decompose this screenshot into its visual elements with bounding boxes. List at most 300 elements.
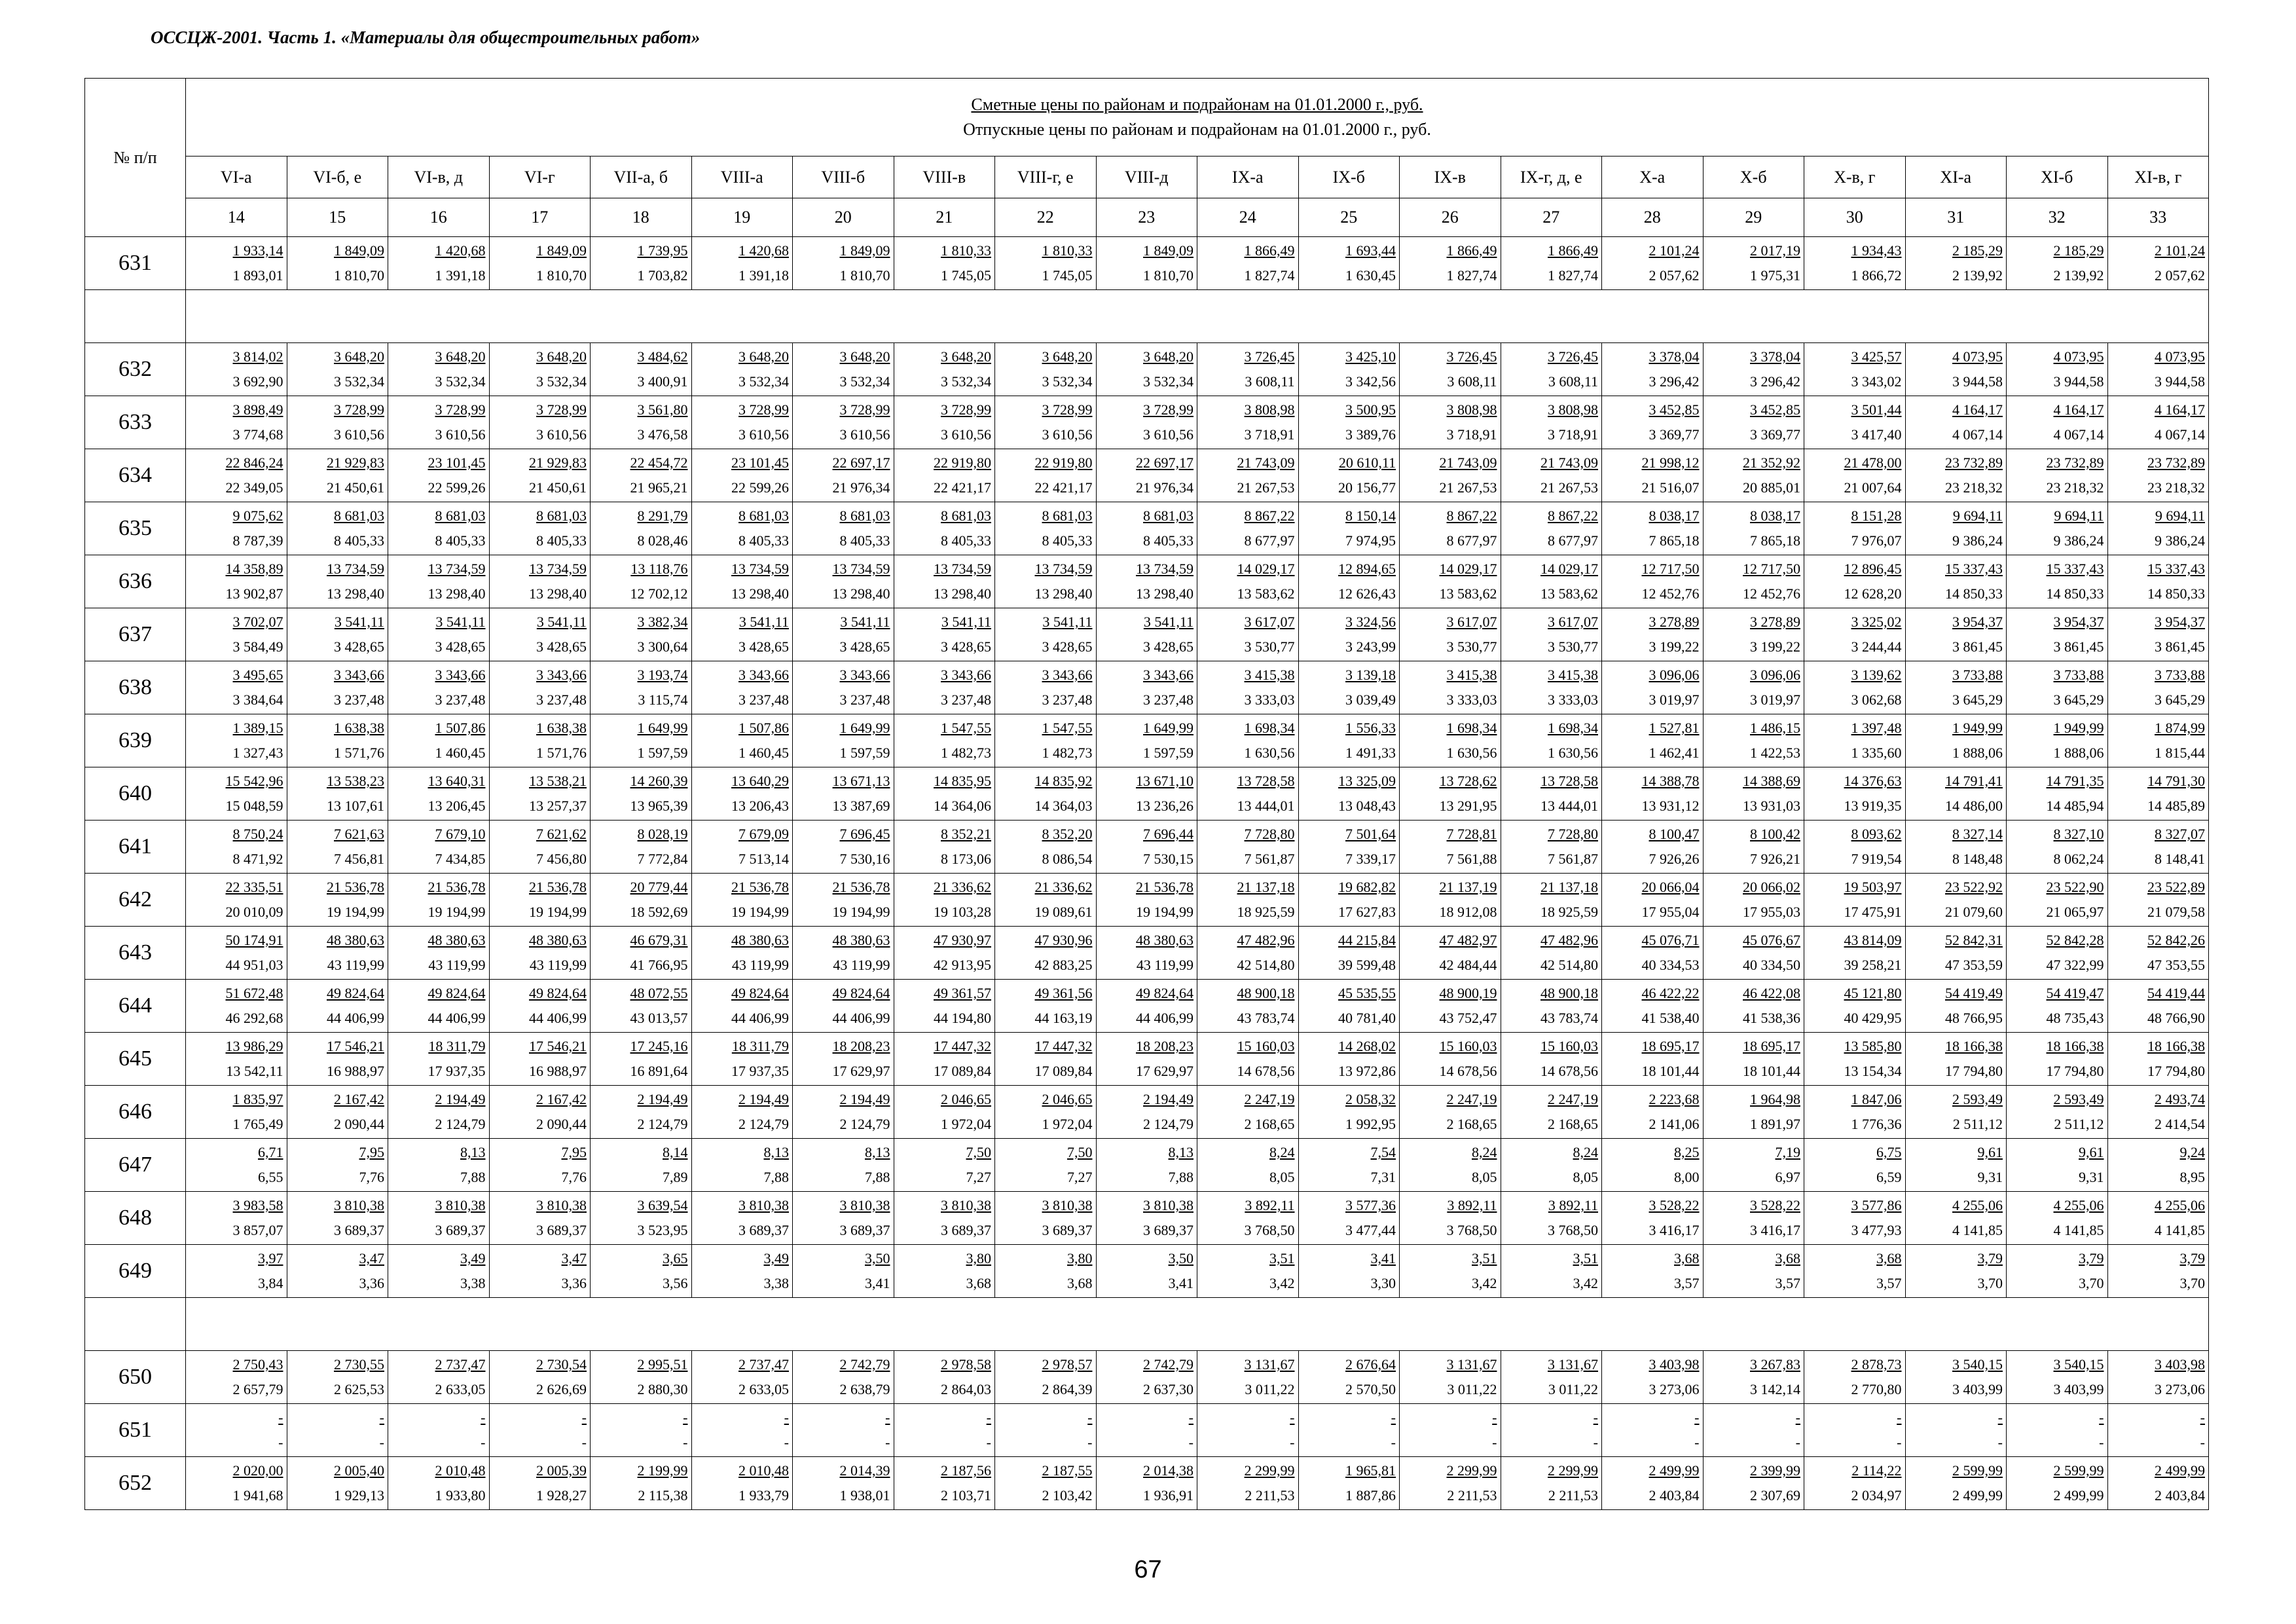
price-cell — [489, 1139, 591, 1192]
release-price: 43 013,57 — [630, 1010, 688, 1026]
estimated-price: 2 187,56 — [941, 1462, 991, 1479]
release-price: 9,31 — [2079, 1169, 2104, 1185]
price-cell — [1703, 1457, 1804, 1510]
release-price: 13 931,12 — [1641, 798, 1700, 814]
district-header: VIII-г, е — [995, 157, 1097, 198]
release-price: 14 850,33 — [2147, 585, 2205, 602]
release-price: 23 218,32 — [2147, 479, 2205, 496]
estimated-price: 8 327,14 — [1952, 826, 2003, 842]
release-price: 7 976,07 — [1851, 532, 1902, 549]
price-cell — [691, 237, 793, 290]
release-price: 3 333,03 — [1244, 692, 1295, 708]
column-number: 16 — [388, 198, 490, 237]
estimated-price: 3,68 — [1876, 1250, 1902, 1266]
release-price: 1 827,74 — [1244, 267, 1295, 284]
release-price: 1 933,79 — [738, 1487, 789, 1504]
price-cell — [1096, 661, 1197, 714]
release-price: 13 107,61 — [327, 798, 384, 814]
estimated-price: - — [481, 1409, 486, 1426]
price-cell — [2107, 1245, 2209, 1298]
estimated-price: 51 672,48 — [225, 985, 283, 1001]
price-cell — [388, 396, 490, 449]
price-cell — [1804, 1033, 1906, 1086]
estimated-price: 48 380,63 — [327, 932, 384, 948]
release-price: 3,70 — [2179, 1275, 2205, 1291]
price-cell — [287, 343, 388, 396]
price-cell — [1501, 502, 1602, 555]
price-cell — [691, 608, 793, 661]
release-price: 21 267,53 — [1540, 479, 1598, 496]
row-number: 644 — [85, 980, 186, 1033]
price-cell — [489, 661, 591, 714]
estimated-price: 8 681,03 — [536, 507, 587, 524]
price-cell — [1197, 821, 1299, 874]
estimated-price: 18 208,23 — [832, 1038, 890, 1054]
release-price: 3 403,99 — [1952, 1381, 2003, 1397]
district-header: XI-б — [2007, 157, 2108, 198]
district-header: XI-а — [1905, 157, 2007, 198]
estimated-price: - — [278, 1409, 283, 1426]
release-price: - — [2099, 1434, 2104, 1450]
price-cell — [894, 1139, 995, 1192]
estimated-price: 18 311,79 — [731, 1038, 789, 1054]
estimated-price: 7,95 — [359, 1144, 384, 1160]
price-cell — [793, 449, 894, 502]
estimated-price: 1 965,81 — [1345, 1462, 1396, 1479]
release-price: 7 530,15 — [1143, 851, 1194, 867]
release-price: 43 119,99 — [1136, 957, 1194, 973]
price-cell — [894, 661, 995, 714]
price-cell — [995, 343, 1097, 396]
release-price: 47 353,59 — [1945, 957, 2003, 973]
price-cell — [1400, 821, 1501, 874]
estimated-price: 6,75 — [1876, 1144, 1902, 1160]
estimated-price: 46 422,22 — [1641, 985, 1700, 1001]
estimated-price: 7 621,63 — [334, 826, 384, 842]
estimated-price: 1 507,86 — [435, 720, 486, 736]
estimated-price: 2 247,19 — [1244, 1091, 1295, 1107]
price-cell — [894, 1086, 995, 1139]
price-cell — [995, 980, 1097, 1033]
price-cell — [186, 343, 287, 396]
price-cell — [489, 1351, 591, 1404]
release-price: 13 542,11 — [226, 1063, 283, 1079]
release-price: 2 770,80 — [1851, 1381, 1902, 1397]
price-cell — [287, 1245, 388, 1298]
release-price: 4 141,85 — [2155, 1222, 2205, 1238]
release-price: 44 194,80 — [934, 1010, 991, 1026]
release-price: 44 406,99 — [327, 1010, 384, 1026]
price-cell — [1804, 1245, 1906, 1298]
price-cell — [388, 1192, 490, 1245]
release-price: 2 211,53 — [1447, 1487, 1497, 1504]
release-price: 13 298,40 — [1136, 585, 1194, 602]
release-price: 3 296,42 — [1649, 373, 1700, 390]
estimated-price: 14 376,63 — [1844, 773, 1902, 789]
release-price: 3,41 — [865, 1275, 890, 1291]
estimated-price: 3 892,11 — [1447, 1197, 1497, 1213]
price-cell — [995, 1033, 1097, 1086]
estimated-price: 13 671,10 — [1136, 773, 1194, 789]
price-cell — [591, 767, 692, 821]
price-cell — [691, 1086, 793, 1139]
estimated-price: 2 599,99 — [1952, 1462, 2003, 1479]
price-cell — [287, 1139, 388, 1192]
price-cell — [1905, 1033, 2007, 1086]
estimated-price: 15 542,96 — [225, 773, 283, 789]
district-header: X-а — [1602, 157, 1704, 198]
price-cell — [2107, 714, 2209, 767]
estimated-price: 1 649,99 — [1143, 720, 1194, 736]
price-cell — [1804, 1139, 1906, 1192]
price-cell — [591, 343, 692, 396]
price-cell — [1804, 1404, 1906, 1457]
release-price: 13 298,40 — [1034, 585, 1093, 602]
estimated-price: 8 327,10 — [2053, 826, 2104, 842]
release-price: 1 745,05 — [1042, 267, 1093, 284]
release-price: 3 343,02 — [1851, 373, 1902, 390]
release-price: 8 062,24 — [2053, 851, 2104, 867]
release-price: 3 610,56 — [738, 426, 789, 443]
release-price: 8 405,33 — [1143, 532, 1194, 549]
release-price: 7 561,87 — [1548, 851, 1598, 867]
price-cell — [1096, 343, 1197, 396]
price-cell — [388, 927, 490, 980]
estimated-price: 1 949,99 — [1952, 720, 2003, 736]
price-cell — [793, 343, 894, 396]
release-price: 3 400,91 — [637, 373, 688, 390]
estimated-price: 3 648,20 — [536, 348, 587, 365]
estimated-price: 4 073,95 — [2155, 348, 2205, 365]
estimated-price: 2 167,42 — [536, 1091, 587, 1107]
estimated-price: 3 648,20 — [435, 348, 486, 365]
price-cell — [1197, 1245, 1299, 1298]
estimated-price: 3 617,07 — [1446, 614, 1497, 630]
price-cell — [287, 1033, 388, 1086]
release-price: 14 678,56 — [1237, 1063, 1295, 1079]
release-price: 3 243,99 — [1345, 638, 1396, 655]
estimated-price: 46 679,31 — [630, 932, 688, 948]
district-header: IX-б — [1298, 157, 1400, 198]
estimated-price: 1 486,15 — [1750, 720, 1800, 736]
release-price: 4 067,14 — [2155, 426, 2205, 443]
table-row — [85, 1139, 2209, 1192]
price-cell — [1501, 1139, 1602, 1192]
price-cell — [1602, 237, 1704, 290]
estimated-price: 3 648,20 — [738, 348, 789, 365]
release-price: 2 139,92 — [2053, 267, 2104, 284]
estimated-price: 2 750,43 — [232, 1356, 283, 1373]
release-price: 2 168,65 — [1446, 1116, 1497, 1132]
estimated-price: - — [1997, 1409, 2003, 1426]
column-number: 26 — [1400, 198, 1501, 237]
price-cell — [2007, 502, 2108, 555]
price-cell — [1197, 1404, 1299, 1457]
price-cell — [1298, 874, 1400, 927]
estimated-price: 3 983,58 — [232, 1197, 283, 1213]
release-price: 3 610,56 — [334, 426, 384, 443]
estimated-price: - — [683, 1409, 688, 1426]
price-cell — [1703, 1192, 1804, 1245]
release-price: 23 218,32 — [2046, 479, 2104, 496]
price-cell — [1905, 608, 2007, 661]
release-price: 8 405,33 — [334, 532, 384, 549]
release-price: 1 893,01 — [232, 267, 283, 284]
price-cell — [1602, 1404, 1704, 1457]
price-cell — [995, 874, 1097, 927]
release-price: 1 992,95 — [1345, 1116, 1396, 1132]
release-price: - — [1997, 1434, 2003, 1450]
table-title-row — [85, 79, 2209, 157]
release-price: 19 194,99 — [428, 904, 486, 920]
release-price: 7,31 — [1370, 1169, 1396, 1185]
price-cell — [2007, 874, 2108, 927]
release-price: 13 583,62 — [1439, 585, 1497, 602]
price-cell — [186, 927, 287, 980]
price-cell — [2007, 343, 2108, 396]
estimated-price: 47 482,96 — [1540, 932, 1598, 948]
release-price: 3 689,37 — [839, 1222, 890, 1238]
release-price: 3 610,56 — [941, 426, 991, 443]
price-cell — [1400, 1192, 1501, 1245]
estimated-price: 9,24 — [2179, 1144, 2205, 1160]
estimated-price: 18 208,23 — [1136, 1038, 1194, 1054]
price-cell — [287, 555, 388, 608]
estimated-price: - — [986, 1409, 991, 1426]
price-cell — [489, 874, 591, 927]
release-price: 2 168,65 — [1548, 1116, 1598, 1132]
estimated-price: 8,24 — [1269, 1144, 1295, 1160]
estimated-price: 3 892,11 — [1245, 1197, 1295, 1213]
price-cell — [1804, 1457, 1906, 1510]
release-price: 8 028,46 — [637, 532, 688, 549]
price-cell — [1400, 980, 1501, 1033]
price-cell — [1501, 1457, 1602, 1510]
release-price: 1 765,49 — [232, 1116, 283, 1132]
estimated-price: 9 694,11 — [2054, 507, 2104, 524]
release-price: 1 482,73 — [1042, 745, 1093, 761]
estimated-price: 3 808,98 — [1244, 401, 1295, 418]
release-price: 3,36 — [561, 1275, 587, 1291]
estimated-price: 21 336,62 — [1034, 879, 1093, 895]
estimated-price: 21 743,09 — [1237, 454, 1295, 471]
estimated-price: 14 268,02 — [1338, 1038, 1396, 1054]
release-price: 47 322,99 — [2046, 957, 2104, 973]
price-cell — [1298, 1139, 1400, 1192]
release-price: 17 089,84 — [1034, 1063, 1093, 1079]
estimated-price: 8 100,42 — [1750, 826, 1800, 842]
estimated-price: 21 536,78 — [529, 879, 587, 895]
price-cell — [287, 237, 388, 290]
price-cell — [793, 821, 894, 874]
release-price: 21 450,61 — [529, 479, 587, 496]
price-cell — [186, 1033, 287, 1086]
price-cell — [691, 661, 793, 714]
estimated-price: 8,13 — [460, 1144, 486, 1160]
estimated-price: 3 343,66 — [1042, 667, 1093, 683]
table-row — [85, 927, 2209, 980]
estimated-price: 9 075,62 — [232, 507, 283, 524]
price-cell — [1804, 821, 1906, 874]
release-price: 2 307,69 — [1750, 1487, 1800, 1504]
release-price: 2 403,84 — [1649, 1487, 1700, 1504]
estimated-price: 8,14 — [663, 1144, 688, 1160]
estimated-price: 13 734,59 — [1136, 561, 1194, 577]
column-number: 23 — [1096, 198, 1197, 237]
release-price: 43 783,74 — [1540, 1010, 1598, 1026]
district-header: VIII-б — [793, 157, 894, 198]
release-price: 3 532,34 — [738, 373, 789, 390]
price-cell — [995, 714, 1097, 767]
estimated-price: - — [1593, 1409, 1598, 1426]
estimated-price: 13 734,59 — [428, 561, 486, 577]
estimated-price: 2 185,29 — [2053, 242, 2104, 259]
price-cell — [591, 1245, 692, 1298]
estimated-price: 2 247,19 — [1446, 1091, 1497, 1107]
release-price: 8 405,33 — [839, 532, 890, 549]
release-price: 2 511,12 — [1952, 1116, 2003, 1132]
release-price: 8 677,97 — [1548, 532, 1598, 549]
price-cell — [186, 1457, 287, 1510]
release-price: 7 339,17 — [1345, 851, 1396, 867]
table-row — [85, 502, 2209, 555]
estimated-price: 8 150,14 — [1345, 507, 1396, 524]
estimated-price: 2 005,39 — [536, 1462, 587, 1479]
release-price: 13 206,45 — [428, 798, 486, 814]
estimated-price: 3 954,37 — [2053, 614, 2104, 630]
release-price: 3 296,42 — [1750, 373, 1800, 390]
estimated-price: 9 694,11 — [1952, 507, 2003, 524]
price-cell — [388, 714, 490, 767]
release-price: 2 103,42 — [1042, 1487, 1093, 1504]
estimated-price: 3 541,11 — [536, 614, 587, 630]
price-cell — [995, 608, 1097, 661]
release-price: 13 291,95 — [1439, 798, 1497, 814]
price-cell — [1096, 767, 1197, 821]
blank-cell — [85, 1298, 186, 1351]
release-price: 8 787,39 — [232, 532, 283, 549]
price-cell — [2007, 1457, 2108, 1510]
estimated-price: - — [2200, 1409, 2205, 1426]
price-cell — [793, 608, 894, 661]
price-cell — [2007, 1404, 2108, 1457]
release-price: 2 034,97 — [1851, 1487, 1902, 1504]
release-price: 3,42 — [1269, 1275, 1295, 1291]
estimated-price: 21 929,83 — [327, 454, 384, 471]
release-price: 3 428,65 — [435, 638, 486, 655]
price-cell — [591, 927, 692, 980]
release-price: 3 428,65 — [1143, 638, 1194, 655]
price-cell — [1703, 343, 1804, 396]
estimated-price: 4 255,06 — [1952, 1197, 2003, 1213]
release-price: 42 883,25 — [1034, 957, 1093, 973]
price-cell — [2007, 980, 2108, 1033]
price-cell — [186, 1404, 287, 1457]
price-cell — [2107, 1404, 2209, 1457]
price-cell — [995, 449, 1097, 502]
price-cell — [2007, 1192, 2108, 1245]
release-price: 3 530,77 — [1244, 638, 1295, 655]
release-price: 3 608,11 — [1447, 373, 1497, 390]
release-price: 3 384,64 — [232, 692, 283, 708]
price-cell — [1602, 1139, 1704, 1192]
price-cell — [691, 1192, 793, 1245]
release-price: 1 810,70 — [334, 267, 384, 284]
price-cell — [287, 874, 388, 927]
release-price: 2 090,44 — [334, 1116, 384, 1132]
estimated-price: 7,95 — [561, 1144, 587, 1160]
estimated-price: 19 503,97 — [1844, 879, 1902, 895]
column-number: 22 — [995, 198, 1097, 237]
release-price: 1 827,74 — [1446, 267, 1497, 284]
table-row — [85, 608, 2209, 661]
estimated-price: 2 010,48 — [738, 1462, 789, 1479]
release-price: 7,88 — [460, 1169, 486, 1185]
release-price: 7 434,85 — [435, 851, 486, 867]
estimated-price: 3,97 — [258, 1250, 283, 1266]
release-price: 48 766,90 — [2147, 1010, 2205, 1026]
estimated-price: 3 541,11 — [334, 614, 384, 630]
release-price: 3 237,48 — [1042, 692, 1093, 708]
estimated-price: 15 337,43 — [2046, 561, 2104, 577]
estimated-price: - — [784, 1409, 789, 1426]
release-price: 3,70 — [1977, 1275, 2003, 1291]
price-cell — [1804, 449, 1906, 502]
price-cell — [1703, 1033, 1804, 1086]
release-price: 3 610,56 — [1143, 426, 1194, 443]
estimated-price: 44 215,84 — [1338, 932, 1396, 948]
estimated-price: 3 343,66 — [941, 667, 991, 683]
estimated-price: 2 676,64 — [1345, 1356, 1396, 1373]
estimated-price: 14 029,17 — [1237, 561, 1295, 577]
price-cell — [894, 1404, 995, 1457]
release-price: 3 369,77 — [1649, 426, 1700, 443]
price-cell — [691, 1245, 793, 1298]
price-cell — [1298, 608, 1400, 661]
release-price: 3 237,48 — [1143, 692, 1194, 708]
release-price: 8 405,33 — [1042, 532, 1093, 549]
estimated-price: 8 352,20 — [1042, 826, 1093, 842]
price-cell — [591, 1192, 692, 1245]
estimated-price: 3 415,38 — [1244, 667, 1295, 683]
column-number-row — [85, 198, 2209, 237]
release-price: 43 119,99 — [327, 957, 384, 973]
row-number: 645 — [85, 1033, 186, 1086]
release-price: 17 475,91 — [1844, 904, 1902, 920]
price-cell — [793, 1245, 894, 1298]
release-price: 42 913,95 — [934, 957, 991, 973]
price-cell — [1400, 502, 1501, 555]
price-cell — [1400, 661, 1501, 714]
price-cell — [1197, 1192, 1299, 1245]
title-release-prices: Отпускные цены по районам и подрайонам на 01.01.2000 г., руб. — [963, 120, 1431, 139]
estimated-price: 3,80 — [1067, 1250, 1093, 1266]
release-price: 3 944,58 — [1952, 373, 2003, 390]
release-price: 23 218,32 — [1945, 479, 2003, 496]
estimated-price: 18 166,38 — [1945, 1038, 2003, 1054]
release-price: 2 090,44 — [536, 1116, 587, 1132]
estimated-price: 3 096,06 — [1750, 667, 1800, 683]
estimated-price: 3 131,67 — [1244, 1356, 1295, 1373]
release-price: 1 933,80 — [435, 1487, 486, 1504]
price-cell — [894, 608, 995, 661]
price-cell — [1298, 767, 1400, 821]
estimated-price: 3 541,11 — [941, 614, 991, 630]
estimated-price: 3,51 — [1573, 1250, 1598, 1266]
price-cell — [1602, 502, 1704, 555]
release-price: 6,97 — [1775, 1169, 1800, 1185]
release-price: - — [1593, 1434, 1598, 1450]
